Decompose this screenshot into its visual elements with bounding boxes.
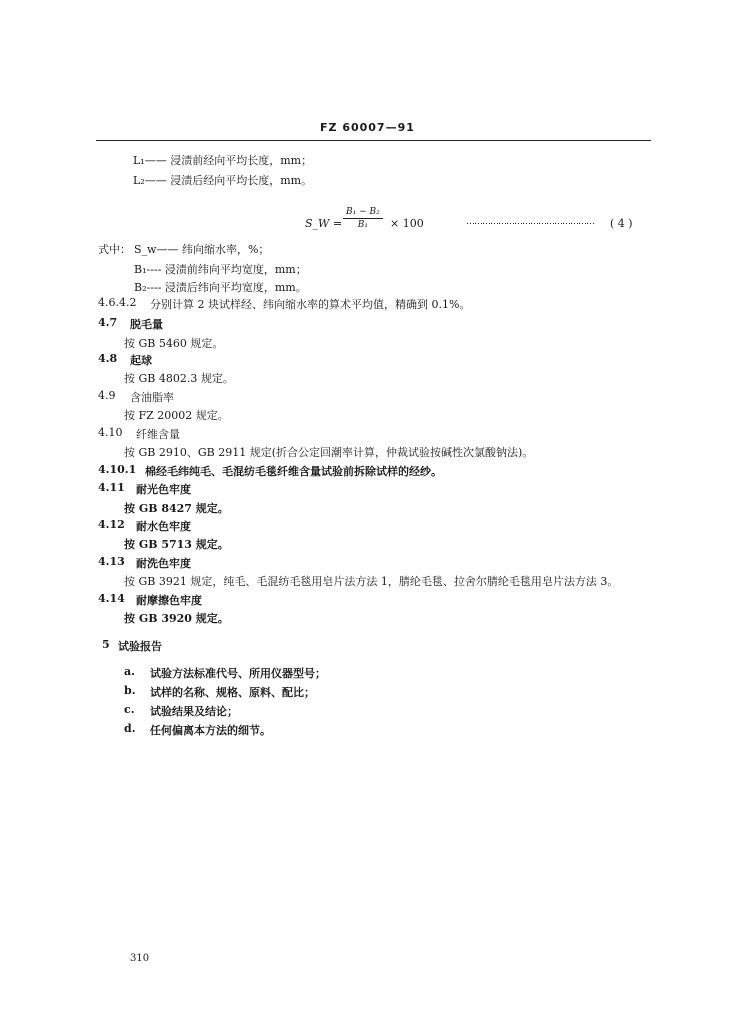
definition-l1: L₁—— 浸渍前经向平均长度，mm； <box>133 154 313 167</box>
clause-text: 按 GB 5713 规定。 <box>124 538 229 551</box>
section-number: 5 <box>102 638 110 651</box>
clause-heading: 耐洗色牢度 <box>136 557 191 570</box>
formula-factor: × 100 <box>390 217 424 230</box>
clause-text: 分别计算 2 块试样经、纬向缩水率的算术平均值，精确到 0.1%。 <box>150 298 471 311</box>
section-title: 试验报告 <box>118 640 162 653</box>
clause-heading: 纤维含量 <box>136 428 180 441</box>
clause-num: 4.14 <box>98 592 125 605</box>
report-item-text: 试验方法标准代号、所用仪器型号； <box>150 667 326 680</box>
fraction-bar <box>343 218 383 219</box>
clause-heading: 耐水色牢度 <box>136 520 191 533</box>
clause-num: 4.12 <box>98 518 125 531</box>
report-item-text: 试验结果及结论； <box>150 705 238 718</box>
report-item-label: c. <box>124 703 135 716</box>
clause-heading: 含油脂率 <box>130 391 174 404</box>
where-label: 式中： <box>98 243 131 256</box>
report-item-label: b. <box>124 684 136 697</box>
where-item-sw: S_w—— 纬向缩水率，%； <box>134 243 270 256</box>
clause-num: 4.7 <box>98 316 118 329</box>
clause-text: 棉经毛纬纯毛、毛混纺毛毯纤维含量试验前拆除试样的经纱。 <box>145 465 442 478</box>
clause-heading: 耐摩擦色牢度 <box>136 594 202 607</box>
where-item-b1: B₁---- 浸渍前纬向平均宽度，mm； <box>134 263 307 276</box>
clause-text: 按 GB 8427 规定。 <box>124 502 229 515</box>
formula-numerator: B₁ − B₂ <box>346 207 380 217</box>
clause-num: 4.10.1 <box>98 463 137 476</box>
clause-text: 按 GB 2910、GB 2911 规定(折合公定回潮率计算，仲裁试验按碱性次氯酸钠法)。 <box>124 446 534 459</box>
where-item-b2: B₂---- 浸渍后纬向平均宽度，mm。 <box>134 281 307 294</box>
clause-num: 4.11 <box>98 481 125 494</box>
page-number: 310 <box>130 953 150 964</box>
formula-fraction <box>343 207 383 230</box>
clause-text: 按 GB 3921 规定，纯毛、毛混纺毛毯用皂片法方法 1，腈纶毛毯、拉舍尔腈纶毛毯用皂片法方法 3。 <box>124 575 619 588</box>
report-item-label: d. <box>124 722 136 735</box>
definition-l2: L₂—— 浸渍后经向平均长度，mm。 <box>133 174 313 187</box>
formula-leader: ………………………………………… <box>466 217 594 227</box>
clause-text: 按 FZ 20002 规定。 <box>124 409 229 422</box>
clause-heading: 起球 <box>130 354 152 367</box>
clause-text: 按 GB 3920 规定。 <box>124 612 229 625</box>
clause-text: 按 GB 5460 规定。 <box>124 337 224 350</box>
formula-lhs: S_W = <box>305 217 343 230</box>
report-item-text: 试样的名称、规格、原料、配比； <box>150 686 315 699</box>
clause-num: 4.10 <box>98 426 123 439</box>
formula-number: ( 4 ) <box>610 217 633 230</box>
document-code: FZ 60007—91 <box>320 121 415 134</box>
header-rule <box>96 140 651 141</box>
clause-num: 4.13 <box>98 555 125 568</box>
clause-num: 4.8 <box>98 352 118 365</box>
report-item-text: 任何偏离本方法的细节。 <box>150 724 271 737</box>
report-item-label: a. <box>124 665 135 678</box>
formula-denominator: B₁ <box>357 220 368 230</box>
clause-num: 4.6.4.2 <box>98 296 137 309</box>
clause-num: 4.9 <box>98 389 116 402</box>
clause-text: 按 GB 4802.3 规定。 <box>124 372 234 385</box>
clause-heading: 耐光色牢度 <box>136 483 191 496</box>
clause-heading: 脱毛量 <box>130 318 163 331</box>
